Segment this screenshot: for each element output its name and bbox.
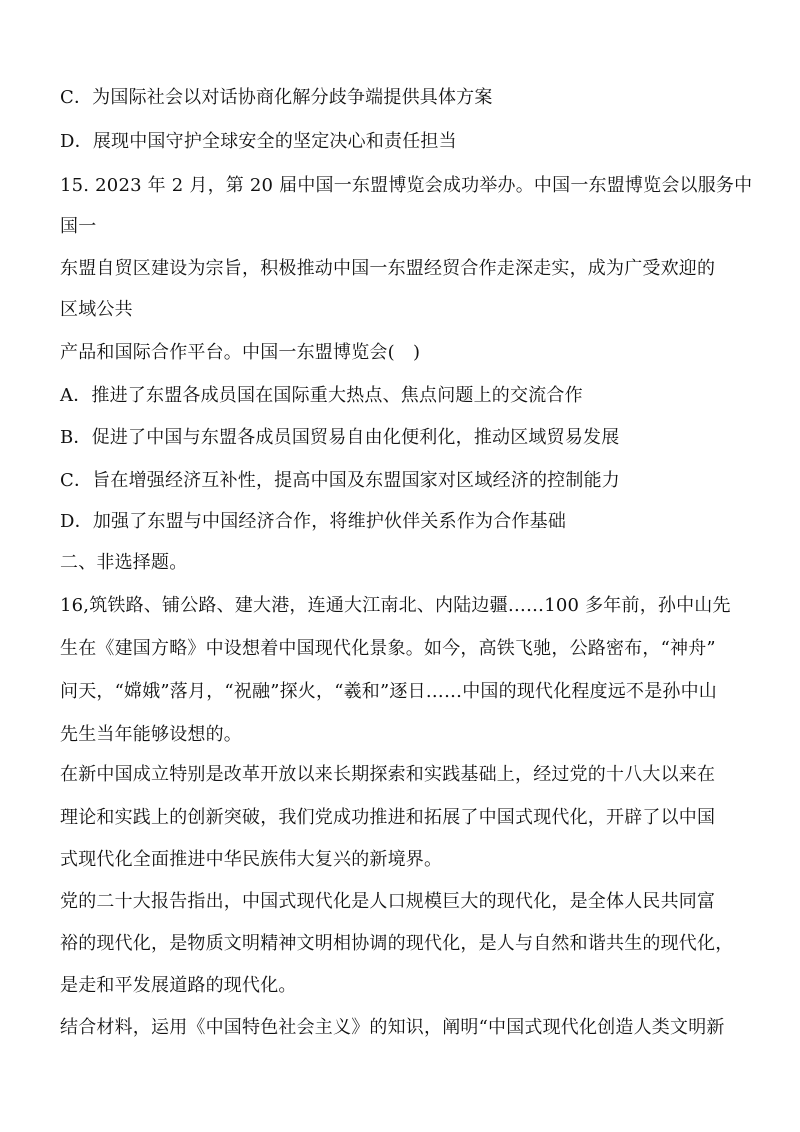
q16-material-line-1: 16,筑铁路、铺公路、建大港，连通大江南北、内陆边疆……100 多年前，孙中山先 xyxy=(60,595,731,616)
q16-material-line-6: 理论和实践上的创新突破，我们党成功推进和拓展了中国式现代化，开辟了以中国 xyxy=(60,807,716,828)
section-heading: 二、非选择题。 xyxy=(60,552,188,573)
q15-stem-line-2: 国一 xyxy=(60,216,97,237)
q16-material-line-10: 是走和平发展道路的现代化。 xyxy=(60,975,297,996)
q16-material-line-8: 党的二十大报告指出，中国式现代化是人口规模巨大的现代化，是全体人民共同富 xyxy=(60,891,716,912)
q15-option-a: A．推进了东盟各成员国在国际重大热点、焦点问题上的交流合作 xyxy=(60,385,583,406)
q15-stem-line-3: 东盟自贸区建设为宗旨，积极推动中国一东盟经贸合作走深走实，成为广受欢迎的 xyxy=(60,258,716,279)
q16-material-line-2: 生在《建国方略》中设想着中国现代化景象。如今，高铁飞驰，公路密布，“神舟” xyxy=(60,638,716,659)
q15-option-d: D．加强了东盟与中国经济合作，将维护伙伴关系作为合作基础 xyxy=(60,511,567,532)
q16-material-line-7: 式现代化全面推进中华民族伟大复兴的新境界。 xyxy=(60,849,443,870)
q15-stem-line-4: 区域公共 xyxy=(60,299,133,320)
q15-stem-line-5: 产品和国际合作平台。中国一东盟博览会( ) xyxy=(60,342,421,363)
q16-material-line-5: 在新中国成立特别是改革开放以来长期探索和实践基础上，经过党的十八大以来在 xyxy=(60,764,716,785)
q15-option-c: C．旨在增强经济互补性，提高中国及东盟国家对区域经济的控制能力 xyxy=(60,470,620,491)
q16-material-line-9: 裕的现代化，是物质文明精神文明相协调的现代化，是人与自然和谐共生的现代化， xyxy=(60,933,734,954)
q16-material-line-4: 先生当年能够设想的。 xyxy=(60,724,242,745)
q16-material-line-3: 问天，“嫦娥”落月，“祝融”探火，“羲和”逐日……中国的现代化程度远不是孙中山 xyxy=(60,681,718,702)
q15-option-b: B．促进了中国与东盟各成员国贸易自由化便利化，推动区域贸易发展 xyxy=(60,427,620,448)
q16-question-line: 结合材料，运用《中国特色社会主义》的知识，阐明“中国式现代化创造人类文明新 xyxy=(60,1017,725,1038)
q14-option-d: D．展现中国守护全球安全的坚定决心和责任担当 xyxy=(60,131,457,152)
q14-option-c: C．为国际社会以对话协商化解分歧争端提供具体方案 xyxy=(60,87,493,108)
q15-stem-line-1: 15. 2023 年 2 月，第 20 届中国一东盟博览会成功举办。中国一东盟博览会以服务中 xyxy=(60,175,753,196)
